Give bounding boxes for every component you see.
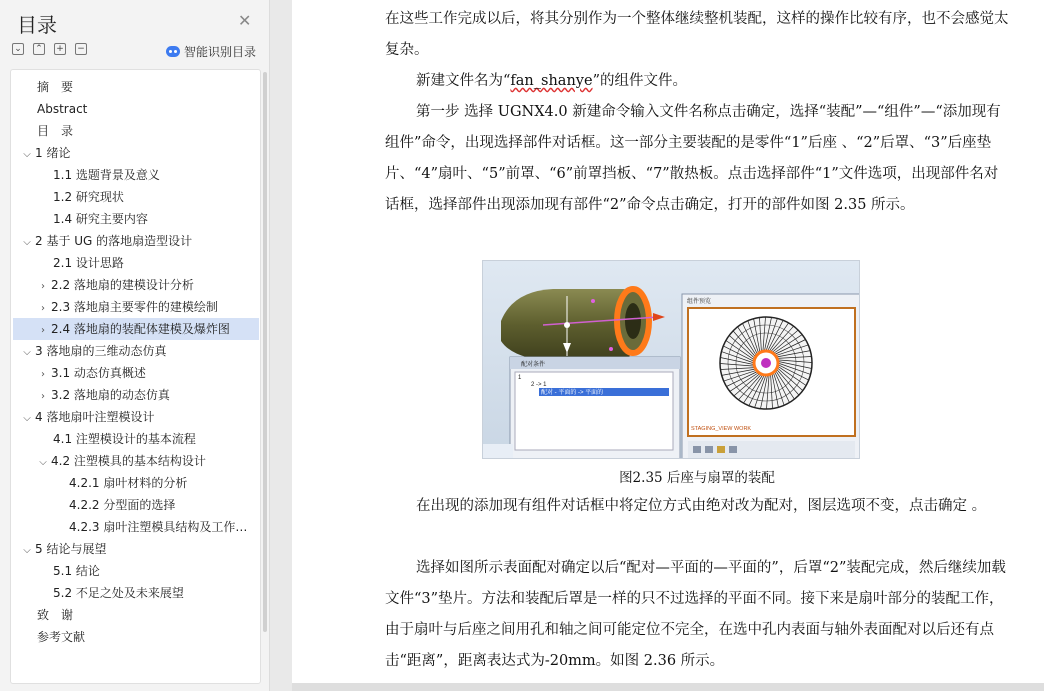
toc-item[interactable]: [13, 582, 259, 604]
paragraph-3: 第一步 选择 UGNX4.0 新建命令输入文件名称点击确定，选择“装配”—“组件”—“添加现有组件”命令，出现选择部件对话框。这一部分主要装配的是零件“1”后座 、“2”后罩、“3”后座垫片、“4”扇叶、“5”前罩、“6”前罩挡板、“7”散热板。点击选择部件“1”文件选项，出现部件名对话框，选择部件出现添加现有部件“2”命令点击确定，打开的部件如图 2.35 所示。: [385, 104, 1001, 213]
paragraph-2-text-a: 新建文件名为“: [416, 73, 511, 89]
chevron-down-icon[interactable]: ⌵: [23, 149, 31, 160]
smart-toc-button[interactable]: [166, 43, 256, 60]
close-icon[interactable]: ✕: [238, 11, 252, 30]
toc-item-label: Abstract: [37, 102, 88, 116]
preview-title: 组件预览: [687, 299, 712, 305]
toc-item-label: 目 录: [37, 124, 74, 138]
toc-item[interactable]: [13, 98, 259, 120]
toc-item[interactable]: [13, 274, 259, 296]
toc-item-label: 1.2 研究现状: [53, 190, 124, 204]
toc-item[interactable]: [13, 76, 259, 98]
toc-item[interactable]: [13, 450, 259, 472]
toc-item[interactable]: [13, 516, 259, 538]
toc-item-label: 5.2 不足之处及未来展望: [53, 586, 184, 600]
toc-item-label: 4.1 注塑模设计的基本流程: [53, 432, 196, 446]
dialog-title: 配对条件: [521, 362, 546, 368]
toc-item[interactable]: [13, 318, 259, 340]
toc-item[interactable]: [13, 252, 259, 274]
tree-root-label: 1: [518, 375, 522, 381]
document-page: [292, 0, 1044, 691]
figure-caption: 图2.35 后座与扇罩的装配: [619, 470, 775, 486]
paragraph-2-text-c: ”的组件文件。: [592, 73, 687, 89]
toc-list: [10, 69, 261, 684]
toc-item[interactable]: [13, 560, 259, 582]
expand-icon[interactable]: ⌃: [33, 43, 45, 55]
toc-item[interactable]: [13, 472, 259, 494]
toc-item-label: 3 落地扇的三维动态仿真: [35, 344, 167, 358]
paragraph-1: 在这些工作完成以后，将其分别作为一个整体继续整机装配，这样的操作比较有序，也不会感觉太复杂。: [385, 11, 1009, 58]
toc-item[interactable]: [13, 626, 259, 648]
chevron-down-icon[interactable]: ⌵: [23, 413, 31, 424]
smart-toc-label: 智能识别目录: [184, 45, 257, 59]
chevron-down-icon[interactable]: ⌵: [23, 545, 31, 556]
chevron-right-icon[interactable]: ›: [41, 281, 45, 292]
chevron-right-icon[interactable]: ›: [41, 369, 45, 380]
chevron-down-icon[interactable]: ⌵: [39, 457, 47, 468]
chevron-right-icon[interactable]: ›: [41, 303, 45, 314]
paragraph-4: 在出现的添加现有组件对话框中将定位方式由绝对改为配对，图层选项不变，点击确定 。: [416, 498, 987, 514]
chevron-right-icon[interactable]: ›: [41, 325, 45, 336]
collapse-all-icon[interactable]: ⌄: [12, 43, 24, 55]
toc-item[interactable]: [13, 296, 259, 318]
toc-item[interactable]: [13, 406, 259, 428]
sidebar-title: 目录: [17, 13, 57, 37]
toc-item[interactable]: [13, 538, 259, 560]
toc-item-label: 2.4 落地扇的装配体建模及爆炸图: [51, 322, 230, 336]
toc-item[interactable]: [13, 164, 259, 186]
toc-item[interactable]: [13, 340, 259, 362]
toc-item[interactable]: [13, 142, 259, 164]
preview-label: STAGING_VIEW WORK: [691, 426, 752, 432]
sidebar-scrollbar[interactable]: [263, 72, 267, 632]
toc-item-label: 2.2 落地扇的建模设计分析: [51, 278, 194, 292]
toc-sidebar: [0, 0, 270, 691]
add-icon[interactable]: +: [54, 43, 66, 55]
toc-item[interactable]: [13, 428, 259, 450]
toc-item-label: 5.1 结论: [53, 564, 100, 578]
toc-item[interactable]: [13, 494, 259, 516]
toc-item-label: 4.2.2 分型面的选择: [69, 498, 176, 512]
tree-selected-label: 配对 - 平面的 -> 平面的: [541, 390, 604, 396]
toc-item-label: 1.1 选题背景及意义: [53, 168, 160, 182]
paragraph-5: 选择如图所示表面配对确定以后“配对—平面的—平面的”，后罩“2”装配完成，然后继续加载文件“3”垫片。方法和装配后罩是一样的只不过选择的平面不同。接下来是扇叶部分的装配工作，由于扇叶与后座之间用孔和轴之间可能定位不完全，在选中孔内表面与轴外表面配对以后还有点击“距离”，距离表达式为-20mm。如图 2.36 所示。: [385, 560, 1006, 669]
chevron-down-icon[interactable]: ⌵: [23, 237, 31, 248]
toc-item[interactable]: [13, 604, 259, 626]
toc-item-label: 4.2.3 扇叶注塑模具结构及工作…: [69, 520, 248, 534]
paragraph-2: [385, 66, 1009, 97]
toc-item-label: 3.1 动态仿真概述: [51, 366, 146, 380]
toc-item-label: 4.2 注塑模具的基本结构设计: [51, 454, 206, 468]
figure-2-35: [482, 260, 860, 459]
toc-item[interactable]: [13, 120, 259, 142]
toc-toolbar: [12, 43, 87, 55]
toc-item-label: 1.4 研究主要内容: [53, 212, 148, 226]
toc-item-label: 致 谢: [37, 608, 74, 622]
horizontal-scrollbar[interactable]: [292, 683, 1044, 691]
robot-icon: [166, 46, 180, 57]
toc-item-label: 4.2.1 扇叶材料的分析: [69, 476, 188, 490]
remove-icon[interactable]: −: [75, 43, 87, 55]
toc-item[interactable]: [13, 186, 259, 208]
toc-item[interactable]: [13, 384, 259, 406]
toc-item[interactable]: [13, 230, 259, 252]
tree-child-label: 2 -> 1: [531, 382, 547, 388]
toc-item-label: 2.3 落地扇主要零件的建模绘制: [51, 300, 218, 314]
toc-item-label: 4 落地扇叶注塑模设计: [35, 410, 155, 424]
toc-item-label: 1 绪论: [35, 146, 71, 160]
toc-item-label: 5 结论与展望: [35, 542, 107, 556]
toc-item[interactable]: [13, 208, 259, 230]
toc-item-label: 摘 要: [37, 80, 74, 94]
toc-item-label: 2.1 设计思路: [53, 256, 124, 270]
toc-item-label: 2 基于 UG 的落地扇造型设计: [35, 234, 193, 248]
toc-item-label: 参考文献: [37, 630, 86, 644]
assembly-screenshot: [483, 261, 860, 459]
chevron-right-icon[interactable]: ›: [41, 391, 45, 402]
toc-item-label: 3.2 落地扇的动态仿真: [51, 388, 170, 402]
chevron-down-icon[interactable]: ⌵: [23, 347, 31, 358]
toc-item[interactable]: [13, 362, 259, 384]
filename-text: fan_shanye: [510, 73, 593, 89]
